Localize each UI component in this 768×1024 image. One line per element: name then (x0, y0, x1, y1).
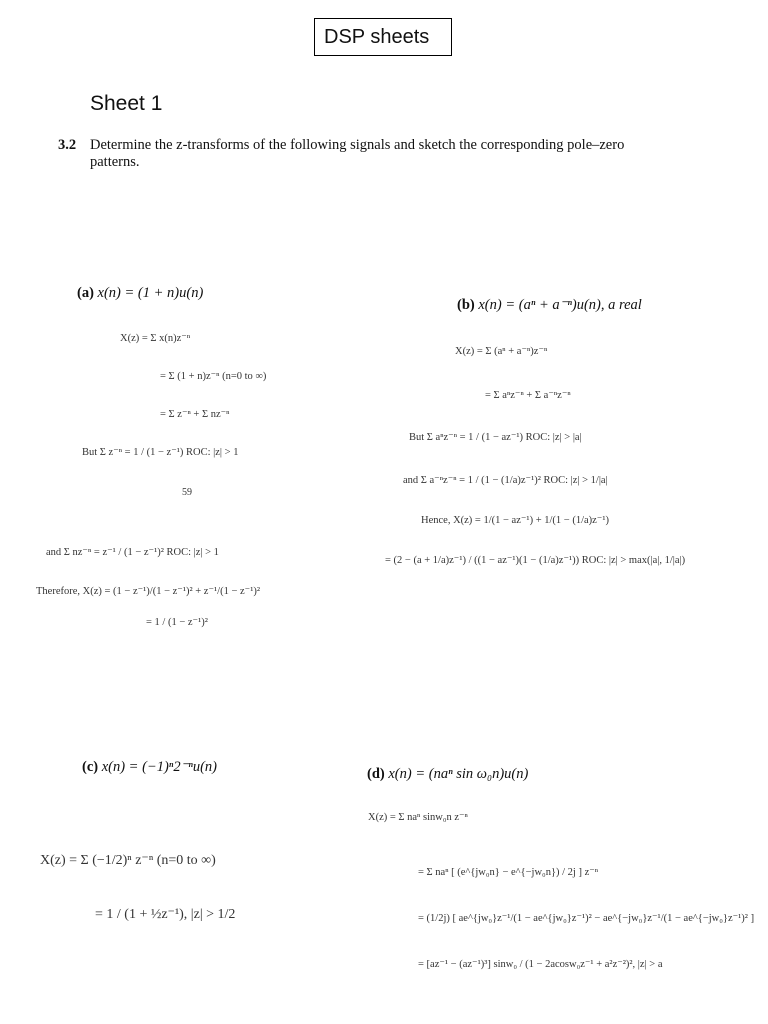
part-b-line-3: But Σ aⁿz⁻ⁿ = 1 / (1 − az⁻¹) ROC: |z| > |a| (409, 432, 582, 443)
part-a-line-2: = Σ (1 + n)z⁻ⁿ (n=0 to ∞) (160, 371, 267, 382)
part-a-line-7: = 1 / (1 − z⁻¹)² (146, 617, 208, 628)
part-b-heading (457, 297, 642, 314)
part-d-label: (d) (367, 766, 385, 782)
part-c-heading (82, 759, 217, 776)
part-a-line-3: = Σ z⁻ⁿ + Σ nz⁻ⁿ (160, 409, 230, 420)
part-a-label: (a) (77, 285, 94, 301)
part-d-line-3: = (1/2j) [ ae^{jw₀}z⁻¹/(1 − ae^{jw₀}z⁻¹)² − ae^{−jw₀}z⁻¹/(1 − ae^{−jw₀}z⁻¹)² ] (418, 913, 755, 924)
page-number: 59 (182, 487, 192, 498)
part-c-signal: x(n) = (−1)ⁿ2⁻ⁿu(n) (101, 759, 217, 775)
document-title: DSP sheets (324, 25, 430, 48)
part-c-line-1: X(z) = Σ (−1/2)ⁿ z⁻ⁿ (n=0 to ∞) (40, 853, 216, 868)
part-d-signal: x(n) = (naⁿ sin ω₀n)u(n) (388, 766, 529, 782)
part-a-signal: x(n) = (1 + n)u(n) (97, 285, 204, 301)
part-a-line-1: X(z) = Σ x(n)z⁻ⁿ (120, 333, 191, 344)
part-b-line-4: and Σ a⁻ⁿz⁻ⁿ = 1 / (1 − (1/a)z⁻¹)² ROC: |z| > 1/|a| (403, 475, 608, 486)
part-a-heading (77, 285, 203, 302)
part-c-line-2: = 1 / (1 + ½z⁻¹), |z| > 1/2 (95, 907, 236, 922)
part-a-line-6: Therefore, X(z) = (1 − z⁻¹)/(1 − z⁻¹)² + z⁻¹/(1 − z⁻¹)² (36, 586, 260, 597)
problem-text: Determine the z-transforms of the following signals and sketch the corresponding pole–zero patterns. (90, 137, 625, 170)
problem-number: 3.2 (58, 137, 77, 153)
part-d-heading (367, 766, 528, 783)
part-b-line-5: Hence, X(z) = 1/(1 − az⁻¹) + 1/(1 − (1/a)z⁻¹) (421, 515, 609, 526)
part-b-line-1: X(z) = Σ (aⁿ + a⁻ⁿ)z⁻ⁿ (455, 346, 548, 357)
part-c-label: (c) (82, 759, 99, 775)
part-a-line-5: and Σ nz⁻ⁿ = z⁻¹ / (1 − z⁻¹)² ROC: |z| > 1 (46, 547, 219, 558)
sheet-label: Sheet 1 (90, 92, 163, 115)
part-a-line-4: But Σ z⁻ⁿ = 1 / (1 − z⁻¹) ROC: |z| > 1 (82, 447, 239, 458)
part-b-label: (b) (457, 297, 475, 313)
document-title-box (314, 18, 452, 56)
problem-statement (58, 137, 658, 171)
part-d-line-4: = [az⁻¹ − (az⁻¹)³] sinw₀ / (1 − 2acosw₀z⁻¹ + a²z⁻²)², |z| > a (418, 959, 663, 970)
part-b-line-6: = (2 − (a + 1/a)z⁻¹) / ((1 − az⁻¹)(1 − (1/a)z⁻¹)) ROC: |z| > max(|a|, 1/|a|) (385, 555, 686, 566)
part-d-line-2: = Σ naⁿ [ (e^{jw₀n} − e^{−jw₀n}) / 2j ] z⁻ⁿ (418, 867, 599, 878)
part-b-line-2: = Σ aⁿz⁻ⁿ + Σ a⁻ⁿz⁻ⁿ (485, 390, 571, 401)
part-d-line-1: X(z) = Σ naⁿ sinw₀n z⁻ⁿ (368, 812, 468, 823)
part-b-signal: x(n) = (aⁿ + a⁻ⁿ)u(n), a real (478, 297, 642, 313)
